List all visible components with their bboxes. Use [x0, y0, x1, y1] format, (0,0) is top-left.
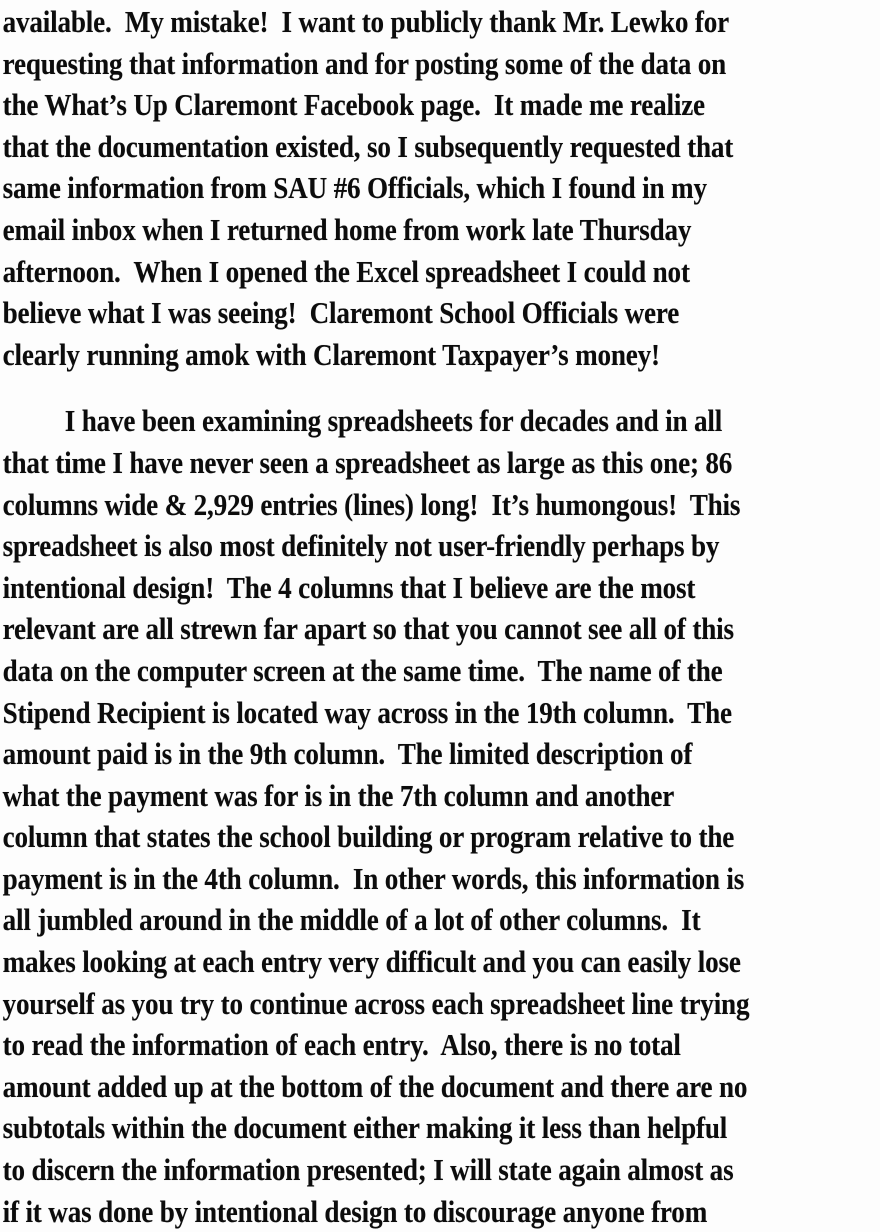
text-line: data on the computer screen at the same time. The name of the — [2, 652, 723, 688]
text-line: same information from SAU #6 Officials, which I found in my — [2, 170, 707, 206]
text-line: column that states the school building or program relative to the — [2, 819, 735, 855]
text-line: to read the information of each entry. Also, there is no total — [2, 1027, 681, 1063]
text-line: amount added up at the bottom of the document and there are no — [2, 1068, 748, 1104]
text-line: clearly running amok with Claremont Taxpayer’s money! — [2, 336, 660, 372]
paragraph — [3, 1, 880, 375]
text-line: I have been examining spreadsheets for decades and in all — [64, 403, 723, 439]
text-line: to discern the information presented; I will state again almost as — [2, 1152, 734, 1188]
text-line: that the documentation existed, so I subsequently requested that — [2, 128, 734, 164]
text-line: subtotals within the document either making it less than helpful — [2, 1110, 728, 1146]
text-line: intentional design! The 4 columns that I believe are the most — [2, 569, 696, 605]
text-line: that time I have never seen a spreadsheet as large as this one; 86 — [2, 444, 733, 480]
text-line: available. My mistake! I want to publicly thank Mr. Lewko for — [2, 4, 730, 39]
text-line: spreadsheet is also most definitely not user-friendly perhaps by — [2, 528, 720, 564]
text-line: Stipend Recipient is located way across in the 19th column. The — [2, 694, 732, 730]
text-line: email inbox when I returned home from work late Thursday — [2, 211, 692, 247]
text-line: columns wide & 2,929 entries (lines) long! It’s humongous! This — [2, 486, 741, 522]
text-line: afternoon. When I opened the Excel spreadsheet I could not — [2, 253, 690, 289]
text-line: yourself as you try to continue across each spreadsheet line trying — [2, 985, 750, 1021]
text-line: amount paid is in the 9th column. The limited description of — [2, 736, 693, 772]
text-line: relevant are all strewn far apart so that you cannot see all of this — [2, 611, 734, 647]
text-line: all jumbled around in the middle of a lot of other columns. It — [2, 902, 701, 938]
text-line: makes looking at each entry very difficult and you can easily lose — [2, 944, 741, 980]
text-line: believe what I was seeing! Claremont School Officials were — [2, 295, 680, 331]
paragraph — [3, 400, 880, 1232]
text-line: requesting that information and for posting some of the data on — [2, 45, 727, 81]
text-line: the What’s Up Claremont Facebook page. It made me realize — [2, 87, 705, 123]
text-line: if it was done by intentional design to discourage anyone from — [2, 1193, 708, 1229]
text-line: what the payment was for is in the 7th column and another — [2, 777, 675, 813]
text-line: payment is in the 4th column. In other words, this information is — [2, 860, 745, 896]
